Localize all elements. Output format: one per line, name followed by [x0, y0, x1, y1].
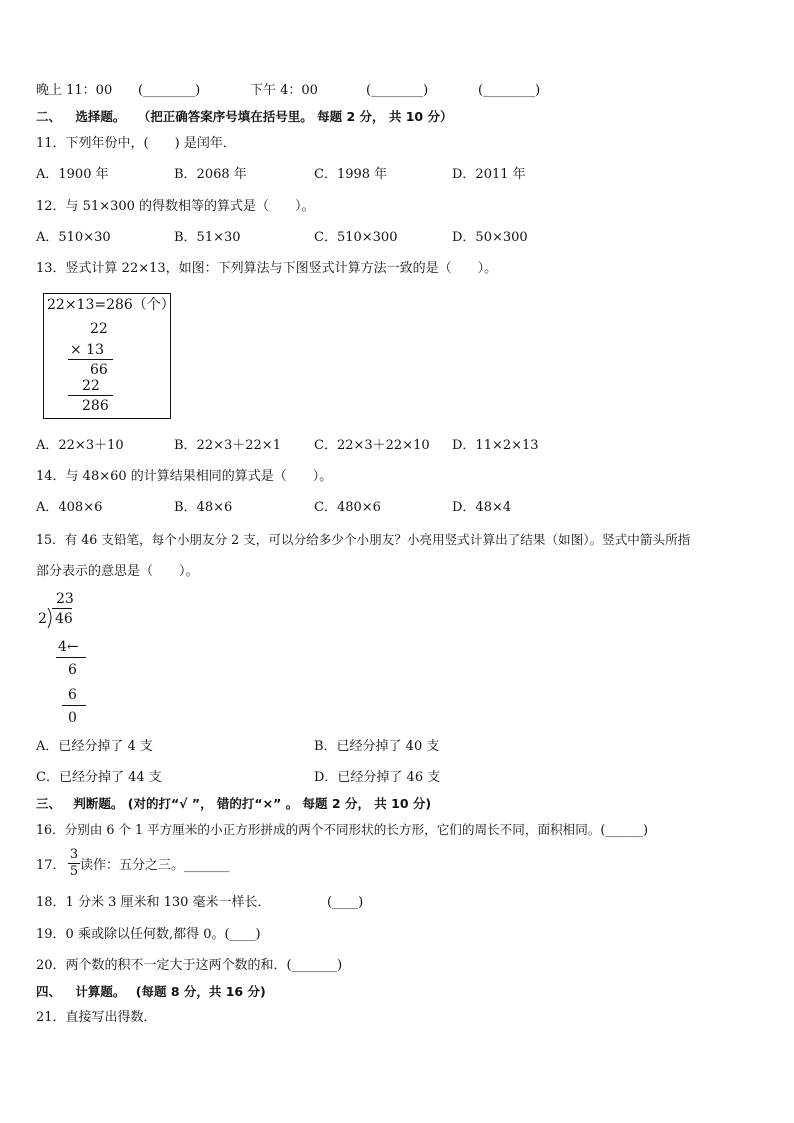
- evening-time-blank[interactable]: (________): [138, 83, 201, 98]
- division-bracket: [47, 607, 55, 629]
- q12-option-a[interactable]: A．510×30: [36, 230, 111, 245]
- q12-option-b[interactable]: B．51×30: [174, 230, 241, 245]
- q12-option-d[interactable]: D．50×300: [452, 230, 528, 245]
- q14-option-a[interactable]: A．408×6: [36, 500, 103, 515]
- division-rule-1: [56, 657, 86, 658]
- question-17-text: 读作：五分之三。_______: [80, 858, 230, 873]
- q12-option-c[interactable]: C．510×300: [314, 230, 398, 245]
- division-remainder: 0: [68, 710, 77, 726]
- question-17-number: 17．: [36, 858, 66, 873]
- question-11-stem: 11．下列年份中，( ) 是闰年．: [36, 136, 236, 151]
- division-step-1-value: 4: [58, 639, 67, 655]
- question-15-stem-line-2: 部分表示的意思是（ ）。: [36, 564, 199, 579]
- section-4-number: 四、: [36, 984, 62, 999]
- fraction-three-fifths: [68, 848, 80, 879]
- q13-option-b[interactable]: B．22×3＋22×1: [174, 438, 281, 453]
- afternoon-time-label: 下午 4：00: [250, 83, 318, 98]
- question-15-stem-line-1: 15．有 46 支铅笔，每个小朋友分 2 支，可以分给多少个小朋友？小亮用竖式计算出了结果（如图）。竖式中箭头所指: [36, 532, 691, 547]
- section-4-note: (每题 8 分，共 16 分): [135, 984, 266, 999]
- figure-header: 22×13=286（个）: [47, 297, 175, 313]
- q14-option-b[interactable]: B．48×6: [174, 500, 233, 515]
- figure-partial-1: 66: [90, 362, 108, 378]
- division-rule-2: [62, 705, 86, 706]
- division-bar: [52, 608, 72, 609]
- evening-time-label: 晚上 11：00: [36, 83, 113, 98]
- section-3-note: (对的打“√ ”， 错的打“×” 。 每题 2 分， 共 10 分): [127, 796, 432, 811]
- q11-option-c[interactable]: C．1998 年: [314, 167, 388, 182]
- division-divisor: 2: [38, 611, 47, 627]
- extra-time-blank[interactable]: (________): [478, 83, 541, 98]
- question-14-stem: 14．与 48×60 的计算结果相同的算式是（ ）。: [36, 469, 333, 484]
- division-step-1: [58, 638, 79, 656]
- question-19: 19．0 乘或除以任何数,都得 0。(____): [36, 927, 261, 942]
- figure-multiplicand: 22: [90, 321, 108, 337]
- section-2-note: （把正确答案序号填在括号里。 每题 2 分， 共 10 分）: [137, 109, 453, 124]
- division-step-3: 6: [68, 687, 77, 703]
- division-step-2: 6: [68, 662, 77, 678]
- question-21: 21．直接写出得数．: [36, 1010, 157, 1025]
- q11-option-d[interactable]: D．2011 年: [452, 167, 526, 182]
- figure-result: 286: [82, 398, 109, 414]
- section-2-number: 二、: [36, 109, 62, 124]
- q15-option-d[interactable]: D．已经分掉了 46 支: [314, 770, 441, 785]
- section-4-heading: [36, 983, 266, 1001]
- long-division-figure: [38, 588, 98, 733]
- section-3-heading: [36, 795, 431, 813]
- fraction-denominator: 5: [69, 864, 79, 879]
- q13-option-d[interactable]: D．11×2×13: [452, 438, 539, 453]
- section-2-heading: [36, 108, 452, 126]
- question-16: 16．分别由 6 个 1 平方厘米的小正方形拼成的两个不同形状的长方形，它们的周长不同，面积相同。(______): [36, 822, 649, 837]
- q15-option-b[interactable]: B．已经分掉了 40 支: [314, 739, 440, 754]
- section-3-title: 判断题。: [73, 796, 124, 811]
- q13-option-a[interactable]: A．22×3＋10: [36, 438, 124, 453]
- fraction-numerator: 3: [69, 847, 79, 862]
- arrow-left-icon: ←: [66, 639, 79, 655]
- figure-rule-1: [68, 359, 113, 360]
- question-20: 20．两个数的积不一定大于这两个数的和．(_______): [36, 958, 343, 973]
- q14-option-d[interactable]: D．48×4: [452, 500, 512, 515]
- figure-rule-2: [68, 395, 113, 396]
- figure-partial-2: 22: [82, 378, 100, 394]
- q11-option-b[interactable]: B．2068 年: [174, 167, 247, 182]
- question-12-stem: 12．与 51×300 的得数相等的算式是（ ）。: [36, 199, 315, 214]
- vertical-multiplication-figure: [43, 293, 175, 419]
- q15-option-a[interactable]: A．已经分掉了 4 支: [36, 739, 153, 754]
- q13-option-c[interactable]: C．22×3＋22×10: [314, 438, 430, 453]
- section-3-number: 三、: [36, 796, 62, 811]
- division-dividend: 46: [55, 611, 73, 627]
- question-18: 18．1 分米 3 厘米和 130 毫米一样长．: [36, 895, 271, 910]
- q14-option-c[interactable]: C．480×6: [314, 500, 381, 515]
- question-18-blank[interactable]: (____): [327, 895, 364, 910]
- section-4-title: 计算题。: [75, 984, 126, 999]
- afternoon-time-blank[interactable]: (________): [366, 83, 429, 98]
- figure-multiplier: × 13: [70, 342, 104, 358]
- question-13-stem: 13．竖式计算 22×13，如图：下列算法与下图竖式计算方法一致的是（ ）。: [36, 261, 498, 276]
- division-quotient: 23: [56, 591, 74, 607]
- q11-option-a[interactable]: A．1900 年: [36, 167, 109, 182]
- section-2-title: 选择题。: [75, 109, 126, 124]
- q15-option-c[interactable]: C．已经分掉了 44 支: [36, 770, 162, 785]
